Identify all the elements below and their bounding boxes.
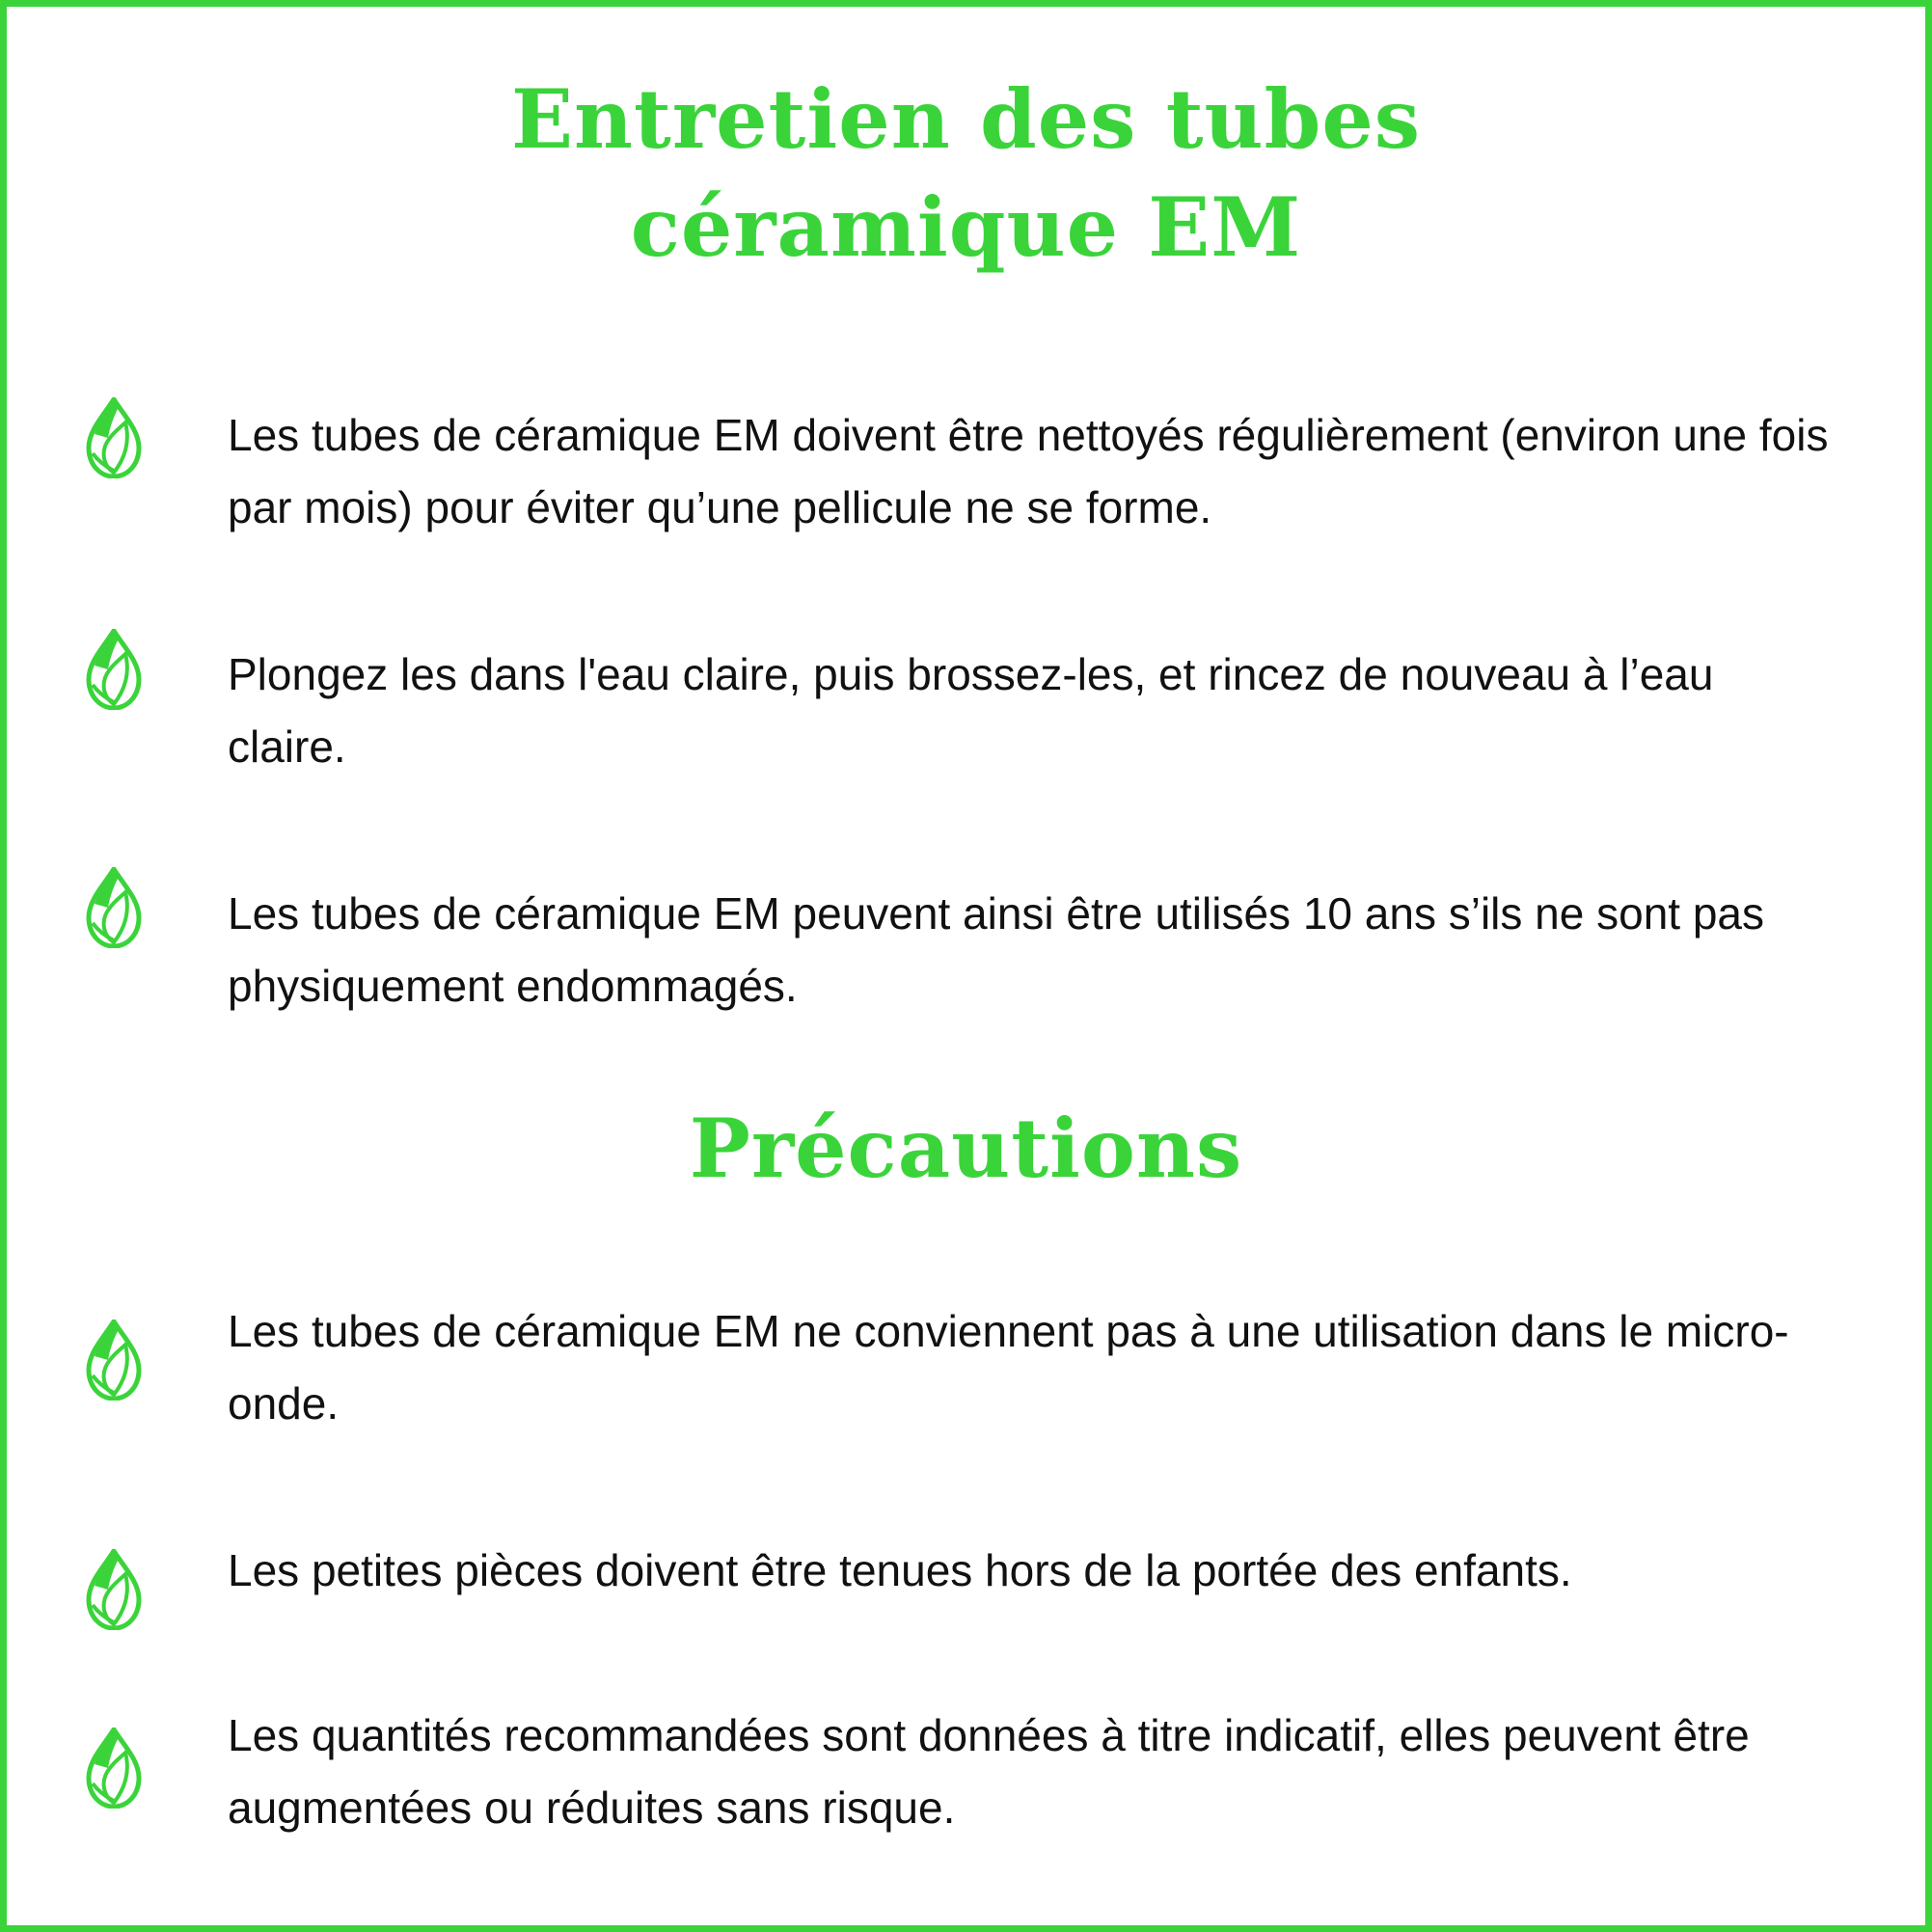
title-line-2: céramique EM: [630, 179, 1302, 275]
maintenance-item: Les tubes de céramique EM peuvent ainsi être utilisés 10 ans s’ils ne sont pas physiquement endommagés.: [228, 888, 1764, 1011]
precaution-item: Les quantités recommandées sont données à titre indicatif, elles peuvent être augmentées ou réduites sans risque.: [228, 1710, 1750, 1833]
leaf-drop-icon: [85, 629, 143, 710]
maintenance-item: Plongez les dans l'eau claire, puis brossez-les, et rincez de nouveau à l’eau claire.: [228, 649, 1714, 772]
leaf-drop-icon: [85, 867, 143, 948]
leaf-drop-icon: [85, 397, 143, 478]
precaution-item: Les tubes de céramique EM ne conviennent pas à une utilisation dans le micro-onde.: [228, 1306, 1789, 1429]
precaution-item: Les petites pièces doivent être tenues hors de la portée des enfants.: [228, 1545, 1572, 1595]
leaf-drop-icon: [85, 1549, 143, 1630]
maintenance-item: Les tubes de céramique EM doivent être nettoyés régulièrement (environ une fois par mois) pour éviter qu’une pellicule ne se forme.: [228, 410, 1829, 532]
precautions-heading: Précautions: [689, 1101, 1243, 1196]
leaf-drop-icon: [85, 1728, 143, 1809]
page-title: [0, 66, 1932, 282]
title-line-1: Entretien des tubes: [510, 71, 1422, 167]
leaf-drop-icon: [85, 1320, 143, 1401]
